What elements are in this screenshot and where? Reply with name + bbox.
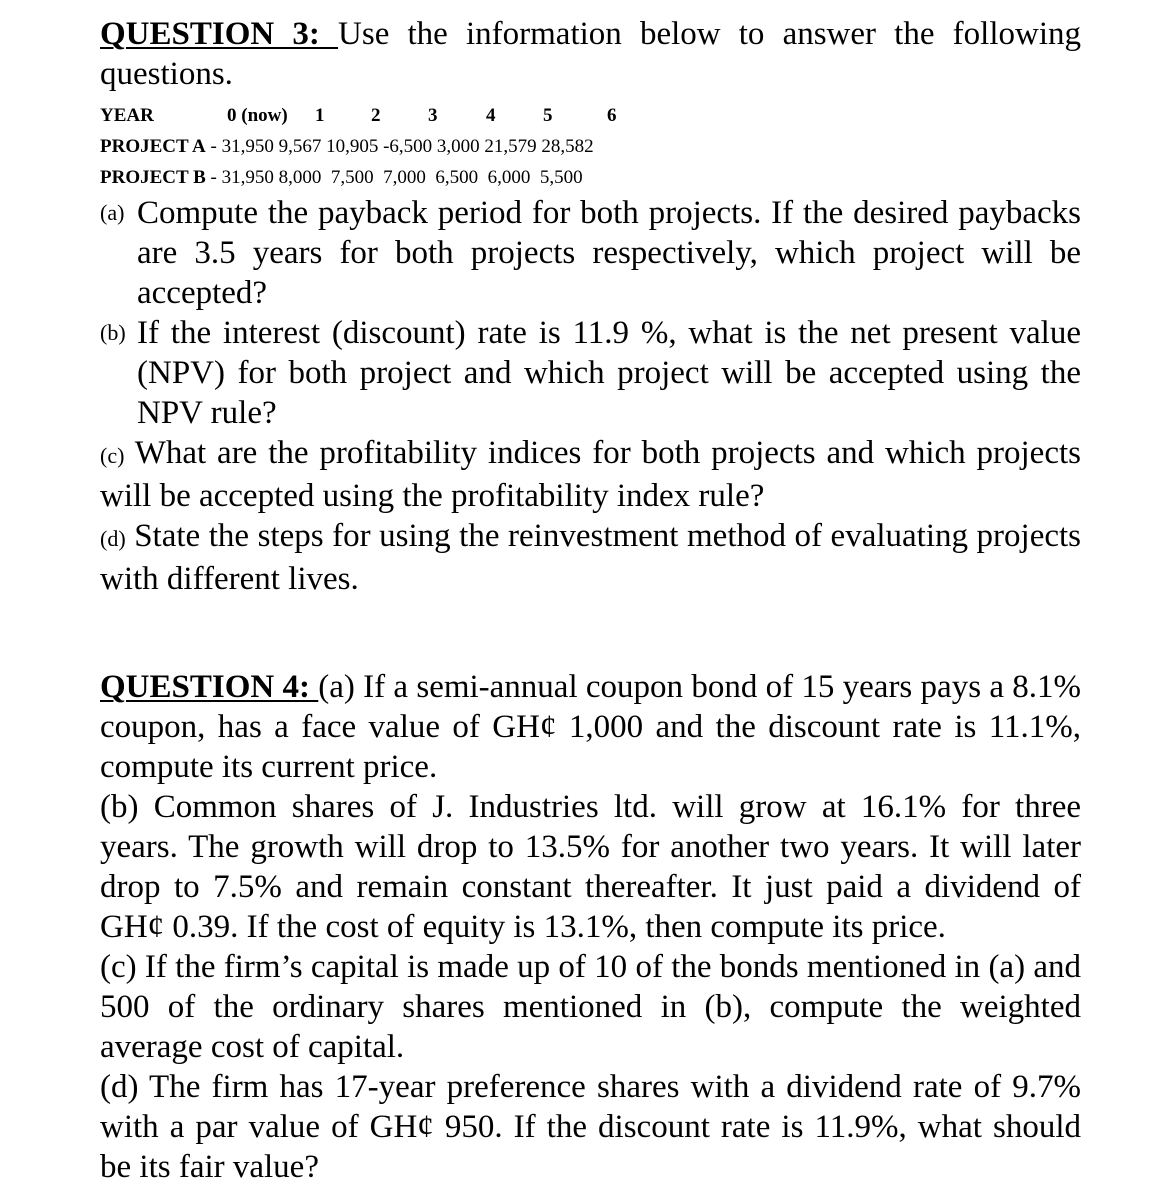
year-header: 6: [607, 105, 617, 126]
q3-part-c-text: What are the profitability indices for both projects and which projects will be accepted using the profitability index rule?: [100, 435, 1081, 514]
year-header: 1: [315, 105, 325, 126]
project-b-row: [100, 162, 1081, 193]
q3-part-b: [100, 313, 1081, 433]
project-a-values: - 31,950 9,567 10,905 -6,500 3,000 21,579 28,582: [210, 136, 594, 157]
section-spacer: [100, 599, 1081, 667]
cashflow-table: [100, 100, 1081, 193]
project-b-label: PROJECT B: [100, 167, 206, 188]
q3-heading: QUESTION 3:: [100, 16, 339, 52]
q3-part-c-marker: (c): [100, 443, 125, 468]
q4-part-a: [100, 667, 1081, 787]
year-label: YEAR: [100, 105, 154, 126]
q4-heading: QUESTION 4:: [100, 669, 319, 705]
q3-part-d: [100, 516, 1081, 599]
document-page: [100, 14, 1081, 1187]
q3-part-c: [100, 433, 1081, 516]
year-header: 3: [428, 105, 438, 126]
q4-part-a-text: (a) If a semi-annual coupon bond of 15 years pays a 8.1% coupon, has a face value of GH¢ 1,000 and the discount rate is 11.1%, compute its current price.: [100, 669, 1081, 785]
q3-part-b-marker: (b): [100, 320, 126, 345]
q3-part-d-text: State the steps for using the reinvestment method of evaluating projects with different lives.: [100, 518, 1082, 597]
q3-part-a-marker: (a): [100, 200, 125, 225]
project-a-row: [100, 131, 1081, 162]
year-header: 0 (now): [227, 105, 288, 126]
q4-part-c: (c) If the firm’s capital is made up of 10 of the bonds mentioned in (a) and 500 of the ordinary shares mentioned in (b), compute the weighted average cost of capital.: [100, 949, 1081, 1065]
project-a-label: PROJECT A: [100, 136, 206, 157]
year-header: 2: [371, 105, 381, 126]
q3-part-a-text: Compute the payback period for both projects. If the desired paybacks are 3.5 years for both projects respectively, which project will be accepted?: [137, 195, 1081, 311]
q3-part-a: [100, 193, 1081, 313]
q3-part-d-marker: (d): [100, 526, 126, 551]
year-header: 5: [543, 105, 553, 126]
q4-part-d: (d) The firm has 17-year preference shares with a dividend rate of 9.7% with a par value of GH¢ 950. If the discount rate is 11.9%, what should be its fair value?: [100, 1069, 1081, 1185]
project-b-values: - 31,950 8,000 7,500 7,000 6,500 6,000 5,500: [210, 167, 583, 188]
year-header: 4: [486, 105, 496, 126]
q3-part-b-text: If the interest (discount) rate is 11.9 %, what is the net present value (NPV) for both project and which project will be accepted using the NPV rule?: [137, 315, 1081, 431]
q3-intro-paragraph: [100, 14, 1081, 94]
year-row: [100, 100, 1081, 131]
q4-part-b: (b) Common shares of J. Industries ltd. will grow at 16.1% for three years. The growth will drop to 13.5% for another two years. It will later drop to 7.5% and remain constant thereafter. It just paid a dividend of GH¢ 0.39. If the cost of equity is 13.1%, then compute its price.: [100, 789, 1081, 945]
q3-intro: Use the information below to answer the following questions.: [100, 16, 1081, 92]
